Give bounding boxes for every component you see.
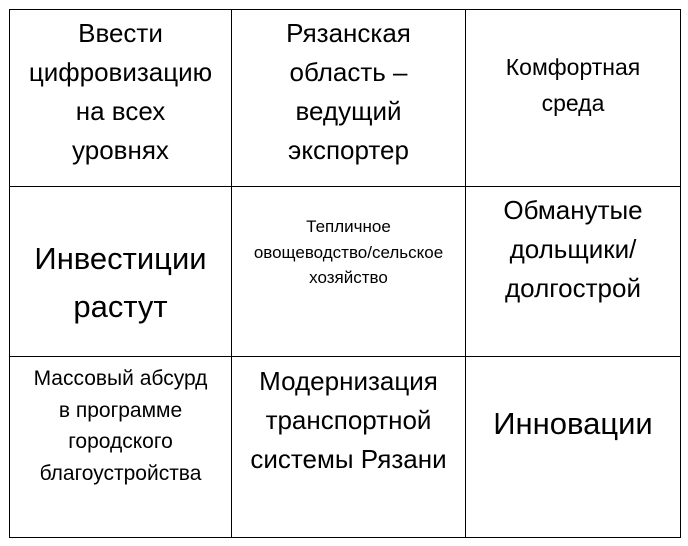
grid-row-3: [10, 357, 681, 538]
cell-text: Инновации: [493, 406, 653, 441]
grid-cell: [10, 187, 232, 357]
cell-text: Массовый абсурд в программе городского благоустройства: [33, 367, 208, 485]
grid-cell: [466, 10, 681, 187]
grid-cell: [232, 187, 466, 357]
grid-cell: [232, 10, 466, 187]
grid-cell: [10, 10, 232, 187]
topic-grid: [9, 9, 681, 538]
grid-cell: [232, 357, 466, 538]
cell-text: Рязанская область – ведущий экспортер: [286, 18, 411, 165]
grid-cell: [10, 357, 232, 538]
cell-text: Тепличное овощеводство/сельское хозяйство: [253, 217, 444, 287]
cell-text: Обманутые дольщики/ долгострой: [503, 195, 643, 303]
grid-cell: [466, 357, 681, 538]
cell-text: Инвестиции растут: [34, 241, 207, 325]
grid-row-2: [10, 187, 681, 357]
cell-text: Ввести цифровизацию на всех уровнях: [28, 18, 213, 165]
grid-row-1: [10, 10, 681, 187]
cell-text: Модернизация транспортной системы Рязани: [250, 366, 447, 474]
grid-cell: [466, 187, 681, 357]
cell-text: Комфортная среда: [505, 54, 641, 116]
